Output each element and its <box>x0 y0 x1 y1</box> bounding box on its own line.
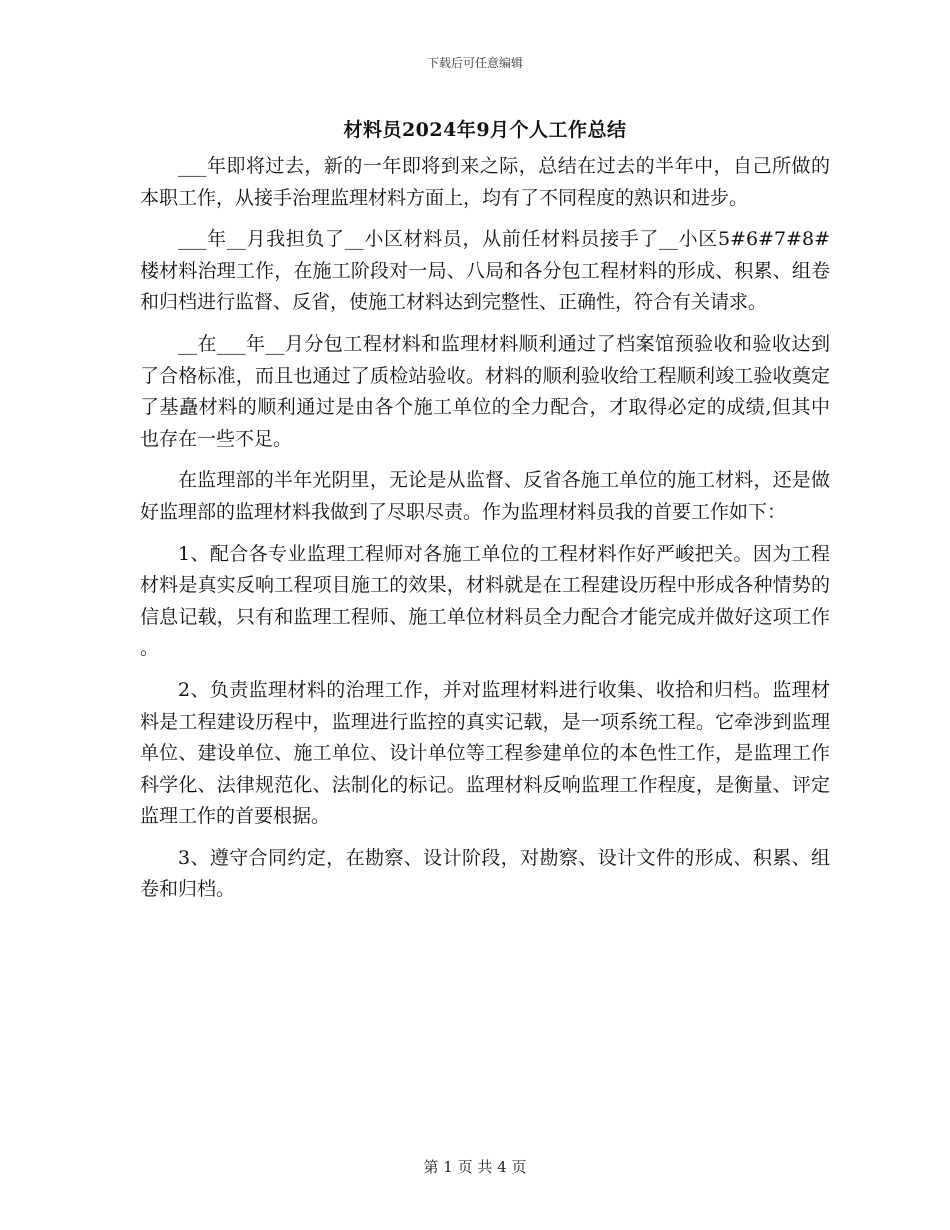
paragraph-3: __在___年__月分包工程材料和监理材料顺利通过了档案馆预验收和验收达到了合格标准，而且也通过了质检站验收。材料的顺利验收给工程顺利竣工验收奠定了基矗材料的顺利通过是由各个施工单位的全力配合，才取得必定的成绩,但其中也存在一些不足。 <box>140 332 830 450</box>
page-number: 第 1 页 共 4 页 <box>423 1158 527 1176</box>
paragraph-4: 在监理部的半年光阴里，无论是从监督、反省各施工单位的施工材料，还是做好监理部的监理材料我做到了尽职尽责。作为监理材料员我的首要工作如下： <box>140 469 830 523</box>
document-body <box>140 151 830 916</box>
paragraph-2: ___年__月我担负了__小区材料员，从前任材料员接手了__小区5#6#7#8#楼材料治理工作，在施工阶段对一局、八局和各分包工程材料的形成、积累、组卷和归档进行监督、反省，使施工材料达到完整性、正确性，符合有关请求。 <box>140 228 830 314</box>
paragraph-1: ___年即将过去，新的一年即将到来之际，总结在过去的半年中，自己所做的本职工作，从接手治理监理材料方面上，均有了不同程度的熟识和进步。 <box>140 155 830 209</box>
paragraph-7: 3、遵守合同约定，在勘察、设计阶段，对勘察、设计文件的形成、积累、组卷和归档。 <box>140 846 830 901</box>
paragraph-6: 2、负责监理材料的治理工作，并对监理材料进行收集、收拾和归档。监理材料是工程建设历程中，监理进行监控的真实记载，是一项系统工程。它牵涉到监理单位、建设单位、施工单位、设计单位等工程参建单位的本色性工作，是监理工作科学化、法律规范化、法制化的标记。监理材料反响监理工作程度，是衡量、评定监理工作的首要根据。 <box>140 678 830 828</box>
header-note: 下载后可任意编辑 <box>426 56 523 70</box>
page-title: 材料员2024年9月个人工作总结 <box>343 119 627 141</box>
paragraph-5: 1、配合各专业监理工程师对各施工单位的工程材料作好严峻把关。因为工程材料是真实反响工程项目施工的效果，材料就是在工程建设历程中形成各种情势的信息记载，只有和监理工程师、施工单位材料员全力配合才能完成并做好这项工作。 <box>140 542 830 660</box>
